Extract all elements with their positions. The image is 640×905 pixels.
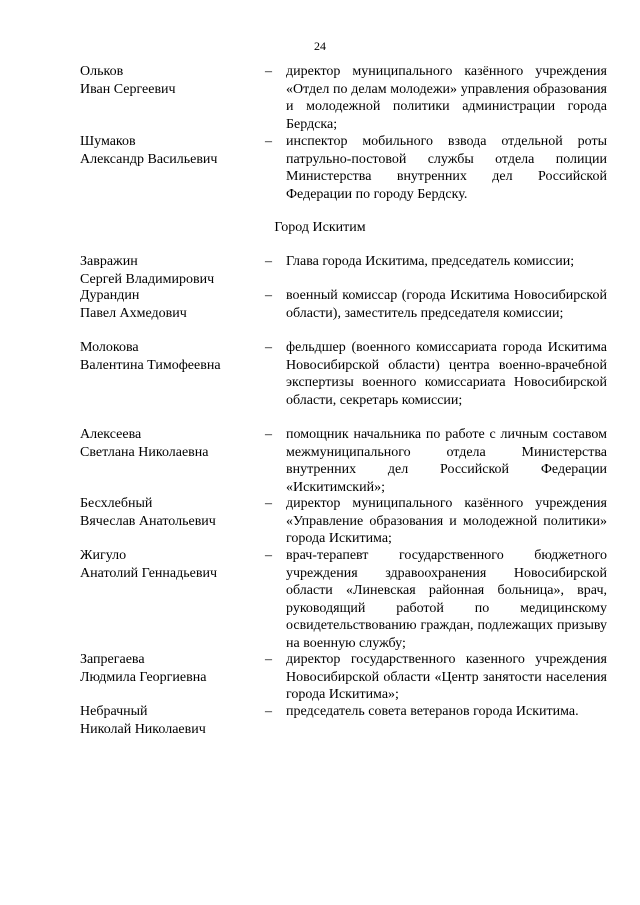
member-role: директор государственного казенного учреждения Новосибирской области «Центр занятости населения города Искитима»; [286, 652, 607, 703]
member-given-names: Людмила Георгиевна [80, 669, 207, 685]
dash-separator: – [265, 548, 272, 563]
dash-separator: – [265, 427, 272, 442]
member-entry [80, 495, 607, 548]
member-role: директор муниципального казённого учреждения «Отдел по делам молодежи» управления образования и молодежной политики администрации города Бердска; [286, 64, 607, 132]
dash-separator: – [265, 254, 272, 269]
dash-separator: – [265, 340, 272, 355]
member-given-names: Павел Ахмедович [80, 305, 187, 321]
member-surname: Ольков [80, 64, 124, 79]
member-surname: Молокова [80, 340, 139, 355]
member-given-names: Вячеслав Анатольевич [80, 513, 216, 529]
member-surname: Небрачный [80, 704, 148, 719]
member-name [80, 426, 260, 461]
member-role: председатель совета ветеранов города Искитима. [286, 704, 579, 719]
member-entry [80, 287, 607, 322]
member-name [80, 63, 260, 98]
member-name [80, 287, 260, 322]
member-role: врач-терапевт государственного бюджетного учреждения здравоохранения Новосибирской области «Линевская районная больница», врач, руководящий работой по медицинскому освидетельствованию граждан, подлежащих призыву на военную службу; [286, 548, 607, 651]
member-entry [80, 651, 607, 704]
dash-separator: – [265, 134, 272, 149]
member-name [80, 253, 260, 288]
member-name [80, 651, 260, 686]
member-name [80, 703, 260, 738]
member-surname: Запрегаева [80, 652, 145, 667]
member-surname: Алексеева [80, 427, 142, 442]
member-surname: Жигуло [80, 548, 127, 563]
dash-separator: – [265, 496, 272, 511]
member-role: директор муниципального казённого учреждения «Управление образования и молодежной политики» города Искитима; [286, 496, 607, 547]
member-entry [80, 253, 607, 287]
member-given-names: Сергей Владимирович [80, 271, 215, 287]
section-heading: Город Искитим [274, 220, 366, 235]
member-surname: Завражин [80, 254, 138, 269]
member-given-names: Александр Васильевич [80, 151, 218, 167]
member-surname: Шумаков [80, 134, 136, 149]
dash-separator: – [265, 704, 272, 719]
member-entry [80, 703, 607, 737]
page-number: 24 [314, 39, 326, 53]
member-name [80, 339, 260, 374]
member-name [80, 495, 260, 530]
member-entry [80, 426, 607, 496]
dash-separator: – [265, 288, 272, 303]
member-entry [80, 63, 607, 133]
dash-separator: – [265, 652, 272, 667]
member-entry [80, 339, 607, 409]
member-given-names: Иван Сергеевич [80, 81, 176, 97]
member-entry [80, 547, 607, 653]
member-role: фельдшер (военного комиссариата города Искитима Новосибирской области) центра военно-врачебной экспертизы военного комиссариата Новосибирской области, секретарь комиссии; [286, 340, 607, 408]
member-given-names: Николай Николаевич [80, 721, 206, 737]
member-role: инспектор мобильного взвода отдельной роты патрульно-постовой службы отдела полиции Министерства внутренних дел Российской Федерации по городу Бердску. [286, 134, 607, 202]
member-surname: Дурандин [80, 288, 140, 303]
member-given-names: Анатолий Геннадьевич [80, 565, 217, 581]
member-name [80, 547, 260, 582]
member-role: военный комиссар (города Искитима Новосибирской области), заместитель председателя комиссии; [286, 288, 607, 321]
member-role: помощник начальника по работе с личным составом межмуниципального отдела Министерства внутренних дел Российской Федерации «Искитимский»; [286, 427, 607, 495]
member-given-names: Валентина Тимофеевна [80, 357, 221, 373]
dash-separator: – [265, 64, 272, 79]
member-entry [80, 133, 607, 203]
member-name [80, 133, 260, 168]
member-surname: Бесхлебный [80, 496, 153, 511]
member-role: Глава города Искитима, председатель комиссии; [286, 254, 575, 269]
member-given-names: Светлана Николаевна [80, 444, 209, 460]
